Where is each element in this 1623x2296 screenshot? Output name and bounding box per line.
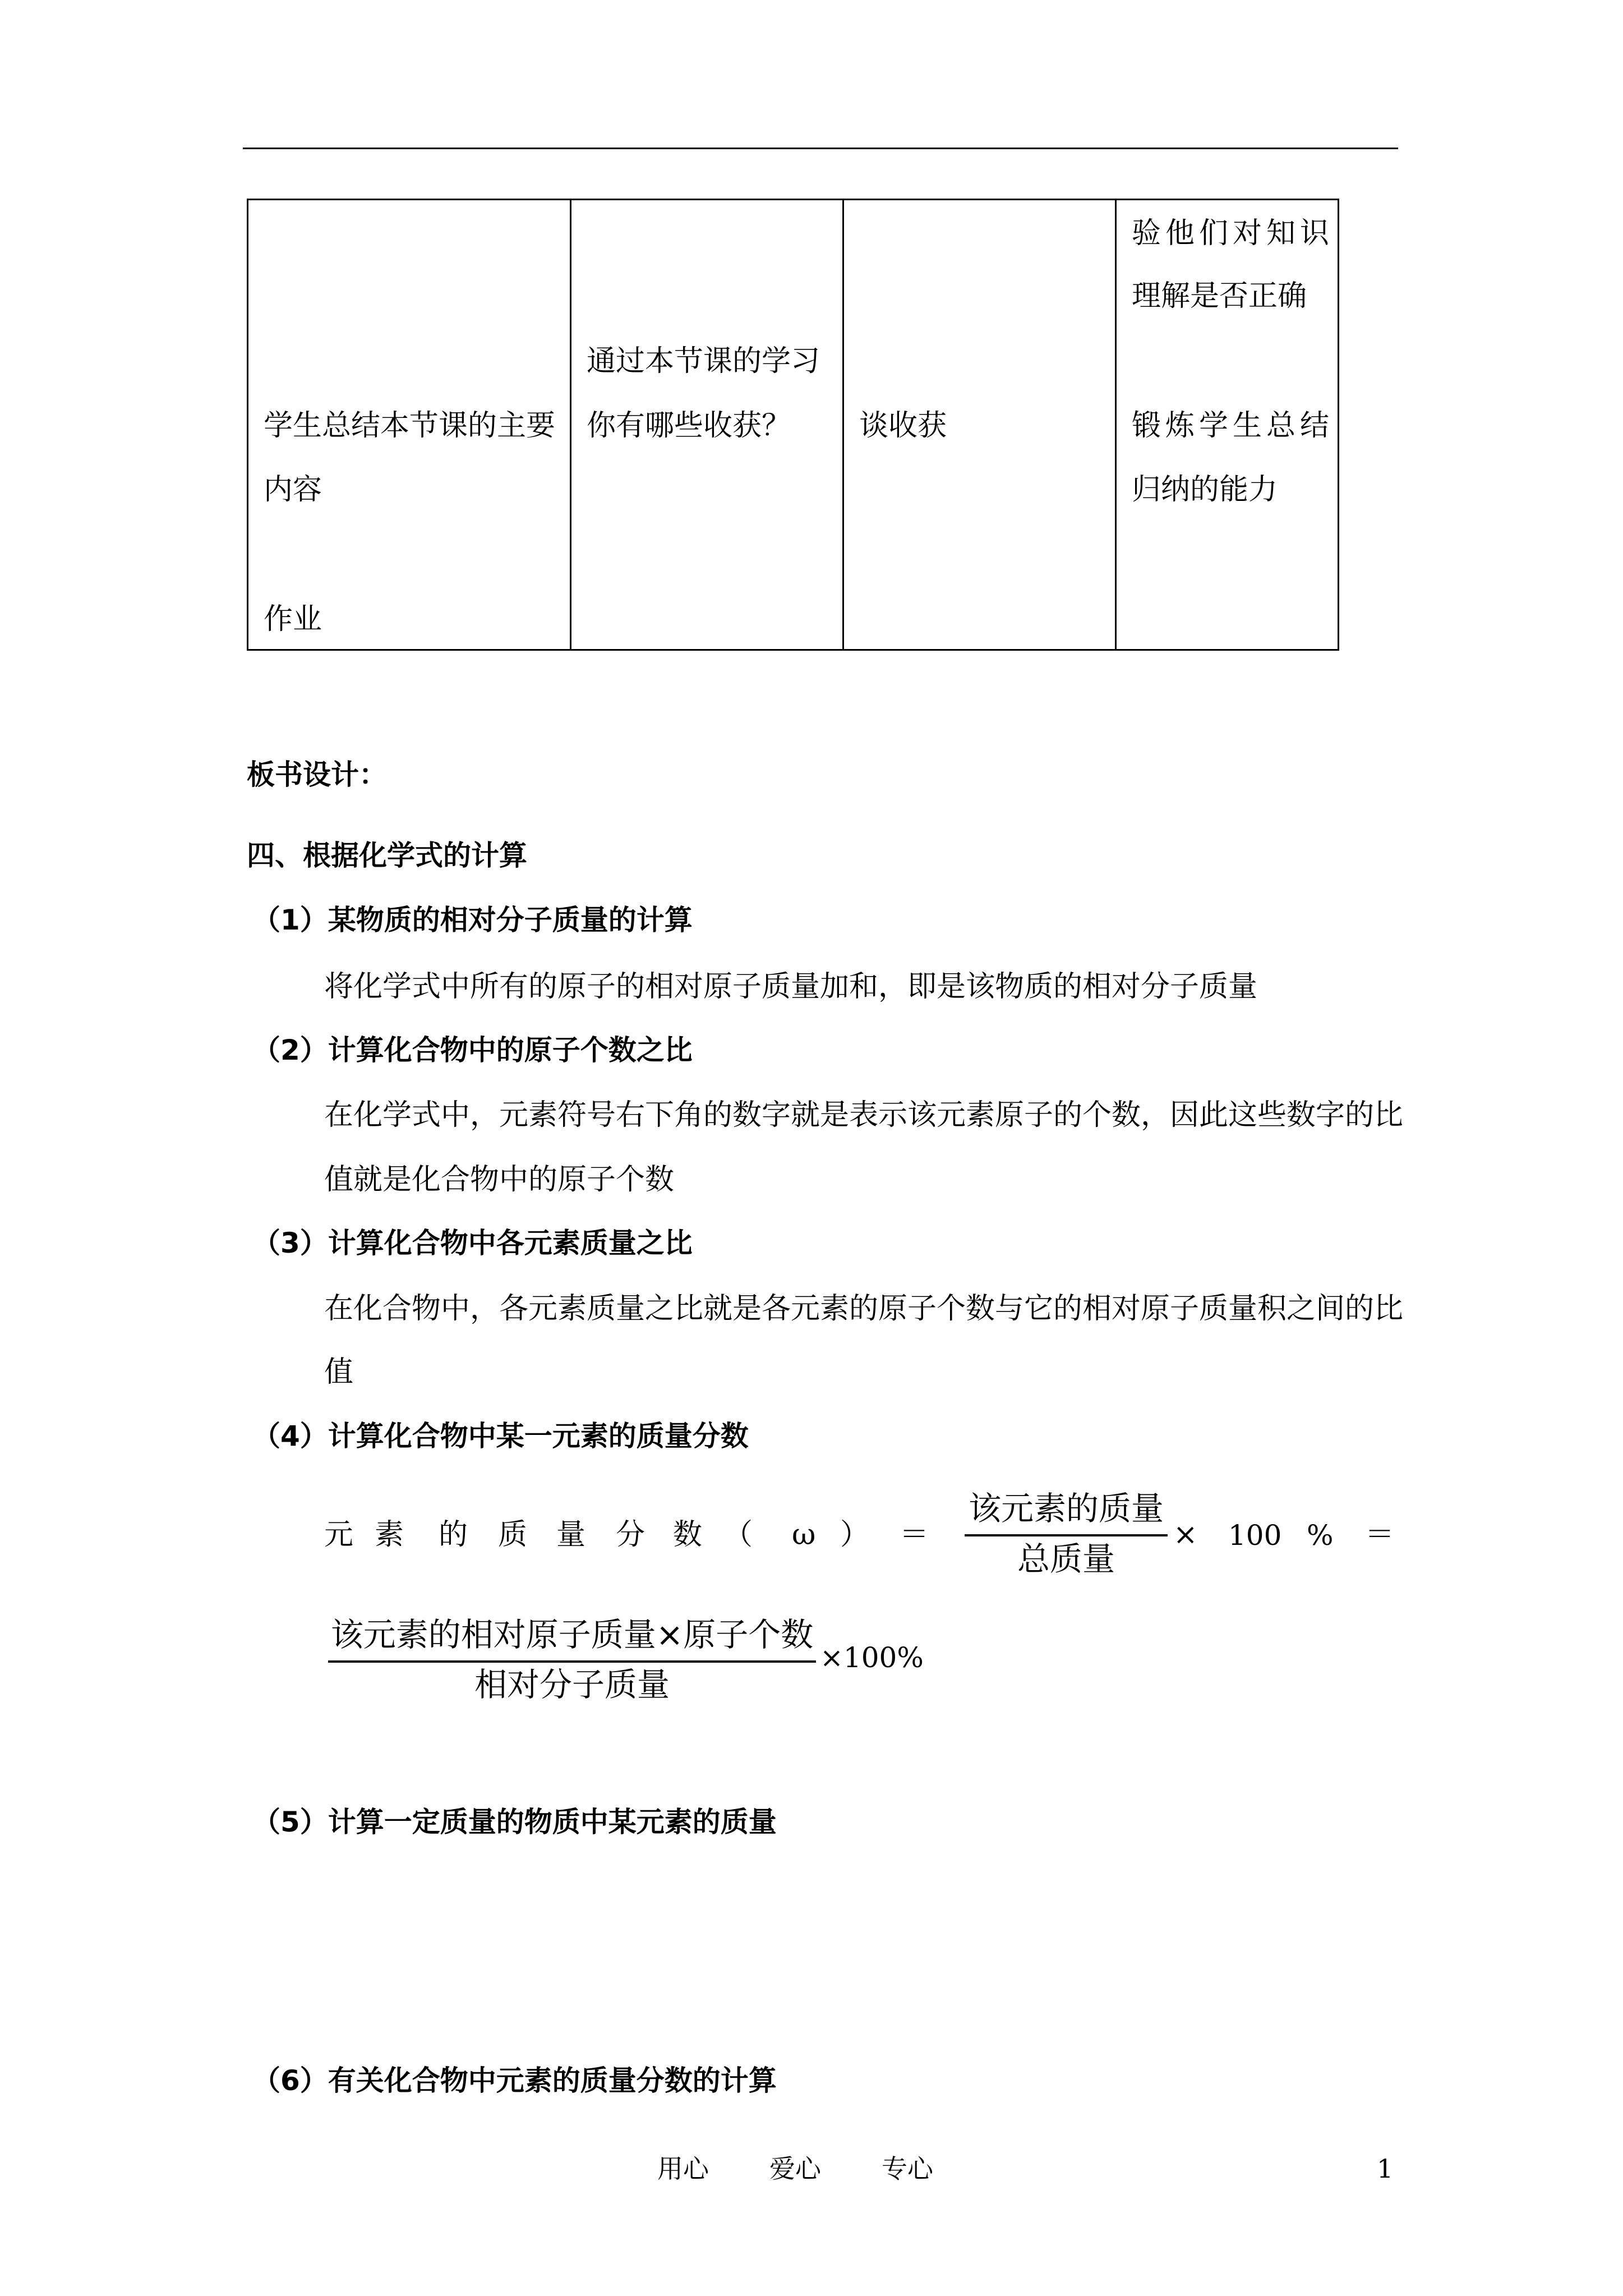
table-cell-col2-line1: 通过本节课的学习 [587, 344, 820, 378]
formula-lhs-char: 分 [616, 1518, 645, 1552]
formula-lhs-char: ） [840, 1518, 870, 1552]
table-divider-2 [842, 199, 844, 651]
formula-tail: ×100% [820, 1641, 924, 1674]
fraction-1-bar [965, 1534, 1168, 1536]
item-4-heading: （4）计算化合物中某一元素的质量分数 [252, 1420, 749, 1452]
formula-lhs-char: 元 [324, 1518, 354, 1552]
formula-lhs-char: 量 [556, 1518, 586, 1552]
fraction-1-numerator: 该元素的质量 [968, 1489, 1164, 1527]
item-1-line-1: 将化学式中所有的原子的相对原子质量加和，即是该物质的相对分子质量 [324, 970, 1258, 1004]
page-number: 1 [1377, 2154, 1394, 2184]
formula-omega: ω [792, 1518, 816, 1552]
formula-lhs-char: （ [723, 1518, 753, 1552]
table-cell-col1-line3: 作业 [264, 602, 322, 636]
item-2-heading: （2）计算化合物中的原子个数之比 [252, 1034, 693, 1066]
table-cell-col4-line3: 锻炼学生总结 [1132, 409, 1334, 443]
table-cell-col4-line4: 归纳的能力 [1132, 473, 1278, 507]
item-5-heading: （5）计算一定质量的物质中某元素的质量 [252, 1806, 777, 1838]
table-cell-col4-line2: 理解是否正确 [1132, 279, 1307, 313]
footer-item-1: 用心 [657, 2154, 709, 2184]
fraction-2-denominator: 相对分子质量 [474, 1665, 670, 1704]
item-3-line-1: 在化合物中，各元素质量之比就是各元素的原子个数与它的相对原子质量积之间的比 [324, 1292, 1404, 1326]
formula-percent: % [1307, 1519, 1334, 1552]
item-3-line-2: 值 [324, 1355, 354, 1389]
formula-equals-2: ＝ [1365, 1518, 1395, 1552]
formula-hundred: 100 [1228, 1519, 1282, 1552]
formula-equals: ＝ [900, 1518, 929, 1552]
formula-times: × [1173, 1518, 1198, 1552]
fraction-1-denominator: 总质量 [1017, 1540, 1115, 1578]
formula-lhs-char: 的 [439, 1518, 468, 1552]
item-2-line-1: 在化学式中，元素符号右下角的数字就是表示该元素原子的个数，因此这些数字的比 [324, 1098, 1404, 1132]
item-1-heading: （1）某物质的相对分子质量的计算 [252, 904, 693, 936]
board-title: 板书设计： [247, 758, 387, 791]
table-divider-3 [1115, 199, 1117, 651]
item-6-heading: （6）有关化合物中元素的质量分数的计算 [252, 2064, 777, 2097]
table-cell-col1-line1: 学生总结本节课的主要 [264, 409, 556, 443]
table-cell-col3-line1: 谈收获 [859, 409, 947, 443]
header-rule [243, 148, 1398, 149]
board-section-heading: 四、根据化学式的计算 [247, 839, 527, 872]
footer-item-3: 专心 [882, 2154, 933, 2184]
formula-lhs-char: 素 [375, 1518, 404, 1552]
footer-item-2: 爱心 [769, 2154, 821, 2184]
table-cell-col2-line2: 你有哪些收获？ [587, 409, 791, 443]
item-3-heading: （3）计算化合物中各元素质量之比 [252, 1227, 693, 1259]
formula-lhs-char: 质 [498, 1518, 528, 1552]
formula-lhs-char: 数 [673, 1518, 703, 1552]
table-divider-1 [570, 199, 571, 651]
item-2-line-2: 值就是化合物中的原子个数 [324, 1163, 675, 1197]
fraction-2-numerator: 该元素的相对原子质量×原子个数 [330, 1616, 814, 1654]
fraction-2-bar [328, 1660, 816, 1663]
table-cell-col1-line2: 内容 [264, 473, 322, 507]
table-cell-col4-line1: 验他们对知识 [1132, 217, 1334, 250]
